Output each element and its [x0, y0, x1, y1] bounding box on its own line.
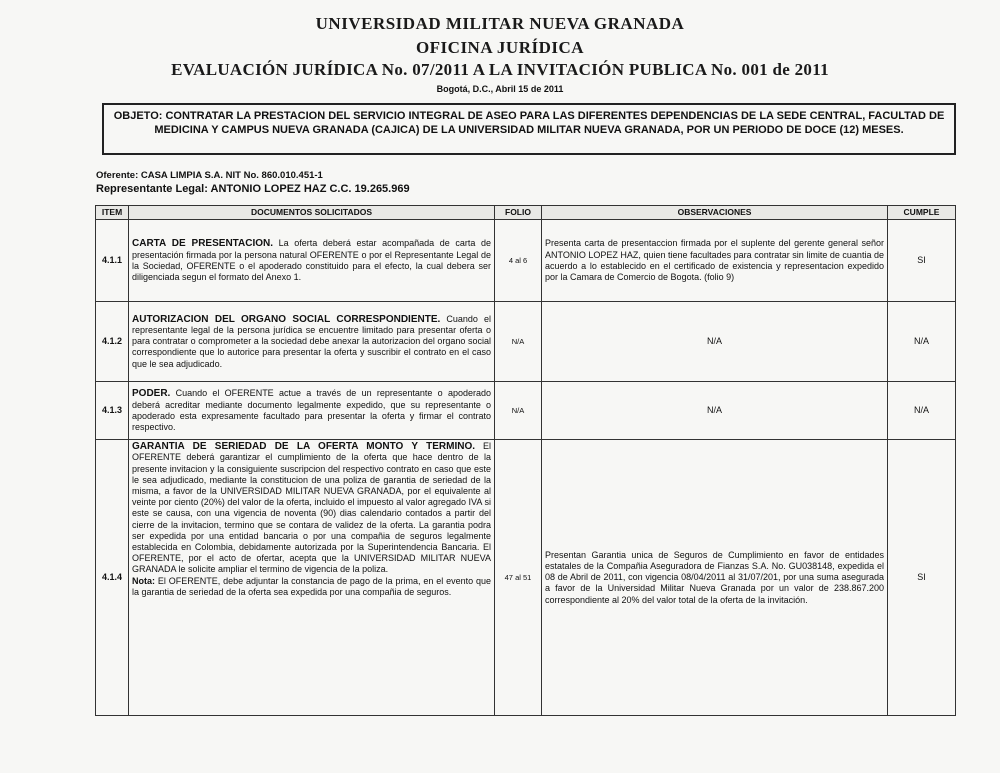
- cumple-cell: SI: [888, 220, 956, 302]
- col-header-cumple: CUMPLE: [888, 206, 956, 220]
- table-row: [96, 440, 956, 716]
- folio-cell: 47 al 51: [495, 440, 542, 716]
- requirement-text: Cuando el OFERENTE actue a través de un representante o apoderado deberá acreditar mediante documento legalmente expedido, que su representante o apoderado esta expresamente facultado para presentar la oferta y firmar el contrato respectivo.: [132, 388, 491, 432]
- document-requirement: [129, 302, 495, 382]
- item-number: 4.1.4: [96, 440, 129, 716]
- col-header-item: ITEM: [96, 206, 129, 220]
- item-number: 4.1.1: [96, 220, 129, 302]
- objeto-box: OBJETO: CONTRATAR LA PRESTACION DEL SERVICIO INTEGRAL DE ASEO PARA LAS DIFERENTES DEPENDENCIAS DE LA SEDE CENTRAL, FACULTAD DE MEDICINA Y CAMPUS NUEVA GRANADA (CAJICA) DE LA UNIVERSIDAD MILITAR NUEVA GRANADA, POR UN PERIODO DE DOCE (12) MESES.: [102, 103, 956, 155]
- cumple-cell: N/A: [888, 302, 956, 382]
- nota-text: El OFERENTE, debe adjuntar la constancia de pago de la prima, en el evento que la garantia de seriedad de la oferta sea expedida por una compañia de seguros.: [132, 575, 491, 597]
- requirement-text: Cuando el representante legal de la persona jurídica se encuentre limitado para presentar oferta o para contratar o comprometer a la sociedad debe anexar la autorizacion del organo social correspondiente que lo autorice para presentar la oferta y suscribir el contrato en el caso que le sea adjudicado.: [132, 313, 491, 369]
- table-row: [96, 302, 956, 382]
- table-row: [96, 220, 956, 302]
- requirement-text: La oferta deberá estar acompañada de carta de presentación firmada por la persona natural OFERENTE o por el Representante Legal de la Sociedad, OFERENTE o el apoderado constituido para el efecto, la cual debera ser diligenciada segun el formato del Anexo 1.: [132, 238, 491, 282]
- col-header-observaciones: OBSERVACIONES: [542, 206, 888, 220]
- nota-label: Nota:: [132, 575, 155, 586]
- office-title: OFICINA JURÍDICA: [415, 38, 585, 57]
- requirement-title: PODER.: [132, 388, 171, 400]
- institution-title: UNIVERSIDAD MILITAR NUEVA GRANADA: [315, 14, 685, 33]
- document-requirement: [129, 220, 495, 302]
- document-requirement: [129, 440, 495, 716]
- table-row: [96, 382, 956, 440]
- observation-cell: Presenta carta de presentaccion firmada por el suplente del gerente general señor ANTONIO LOPEZ HAZ, quien tiene facultades para contratar sin limite de cuantia de acuerdo a lo establecido en el certificado de existencia y representacion expedido por la Camara de Comercio de Bogota. (folio 9): [542, 220, 888, 302]
- observation-cell: N/A: [542, 302, 888, 382]
- requirement-title: CARTA DE PRESENTACION.: [132, 238, 274, 250]
- requirement-text: El OFERENTE deberá garantizar el cumplimiento de la oferta que hace dentro de la presente invitacion y la consiguiente suscripcion del respectivo contrato en caso que este le sea adjudicado, mediante la constitucion de una poliza de garantia de seriedad de la misma, a favor de la UNIVERSIDAD MILITAR NUEVA GRANADA, por el equivalente al veinte por ciento (20%) del valor de la oferta, incluido el impuesto al valor agregado IVA si este se causa, con una vigencia de noventa (90) dias calendario contados a partir del cierre de la invitacion, termino que se contara de validez de la oferta. La garantia podra ser expedida por una entidad bancaria o por una compañia de seguros legalmente establecida en Colombia, debidamente autorizada por la Superintendencia Bancaria. El OFERENTE, por el acto de ofertar, acepta que la UNIVERSIDAD MILITAR NUEVA GRANADA le solicite ampliar el termino de vigencia de la poliza.: [132, 441, 491, 575]
- item-number: 4.1.2: [96, 302, 129, 382]
- item-number: 4.1.3: [96, 382, 129, 440]
- cumple-cell: N/A: [888, 382, 956, 440]
- evaluation-title: EVALUACIÓN JURÍDICA No. 07/2011 A LA INVITACIÓN PUBLICA No. 001 de 2011: [171, 60, 829, 79]
- col-header-documentos: DOCUMENTOS SOLICITADOS: [129, 206, 495, 220]
- col-header-folio: FOLIO: [495, 206, 542, 220]
- document-requirement: [129, 382, 495, 440]
- observation-cell: Presentan Garantia unica de Seguros de Cumplimiento en favor de entidades estatales de la Compañia Aseguradora de Fianzas S.A. No. GU038148, expedida el 08 de Abril de 2011, con vigencia 08/04/2011 al 31/07/201, por una suma asegurada a favor de la Universidad Militar Nueva Granada por un valor de 238.867.200 correspondiente al 20% del valor total de la oferta de la invitación.: [542, 440, 888, 716]
- table-header-row: [96, 206, 956, 220]
- oferente-line: Oferente: CASA LIMPIA S.A. NIT No. 860.010.451-1: [96, 170, 323, 181]
- folio-cell: N/A: [495, 302, 542, 382]
- requirement-title: GARANTIA DE SERIEDAD DE LA OFERTA MONTO Y TERMINO.: [132, 441, 476, 453]
- folio-cell: 4 al 6: [495, 220, 542, 302]
- observation-cell: N/A: [542, 382, 888, 440]
- cumple-cell: SI: [888, 440, 956, 716]
- document-date: Bogotá, D.C., Abril 15 de 2011: [436, 84, 564, 94]
- representante-line: Representante Legal: ANTONIO LOPEZ HAZ C.C. 19.265.969: [96, 183, 410, 195]
- requirement-title: AUTORIZACION DEL ORGANO SOCIAL CORRESPONDIENTE.: [132, 313, 441, 325]
- evaluation-table: [95, 205, 956, 716]
- folio-cell: N/A: [495, 382, 542, 440]
